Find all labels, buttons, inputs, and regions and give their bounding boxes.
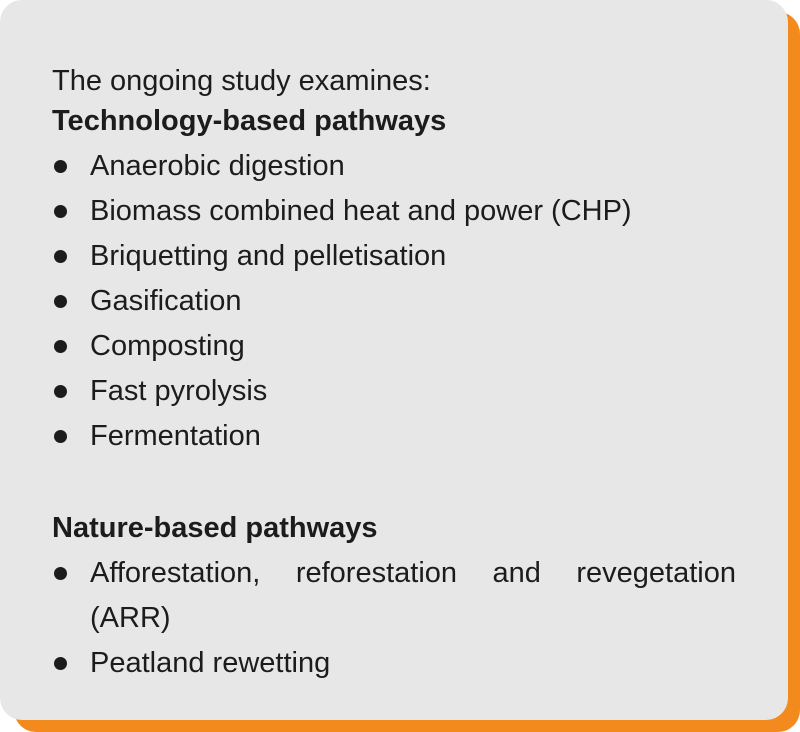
list-item-text: Anaerobic digestion <box>90 150 345 182</box>
technology-heading: Technology-based pathways <box>52 105 447 137</box>
list-item-text: Afforestation, reforestation and revegetation (ARR) <box>90 557 736 634</box>
list-item-text: Briquetting and pelletisation <box>90 240 447 272</box>
list-item <box>52 279 748 324</box>
technology-list <box>52 144 748 459</box>
list-item <box>52 641 748 686</box>
list-item <box>52 189 748 234</box>
bullet-icon <box>54 295 67 308</box>
bullet-icon <box>54 567 67 580</box>
list-item-text: Fast pyrolysis <box>90 375 268 407</box>
intro-text: The ongoing study examines: <box>52 65 431 97</box>
bullet-icon <box>54 205 67 218</box>
list-item <box>52 414 748 459</box>
list-item <box>52 369 748 414</box>
list-item-text: Composting <box>90 330 245 362</box>
list-item <box>52 144 748 189</box>
list-item-text: Gasification <box>90 285 242 317</box>
list-item-text: Peatland rewetting <box>90 647 331 679</box>
bullet-icon <box>54 160 67 173</box>
list-item-text: Fermentation <box>90 420 261 452</box>
bullet-icon <box>54 340 67 353</box>
list-item-text: Biomass combined heat and power (CHP) <box>90 195 632 227</box>
bullet-icon <box>54 250 67 263</box>
nature-list <box>52 551 748 686</box>
list-item <box>52 234 748 279</box>
bullet-icon <box>54 385 67 398</box>
nature-heading: Nature-based pathways <box>52 512 378 544</box>
bullet-icon <box>54 657 67 670</box>
bullet-icon <box>54 430 67 443</box>
list-item <box>52 324 748 369</box>
list-item <box>52 551 748 641</box>
